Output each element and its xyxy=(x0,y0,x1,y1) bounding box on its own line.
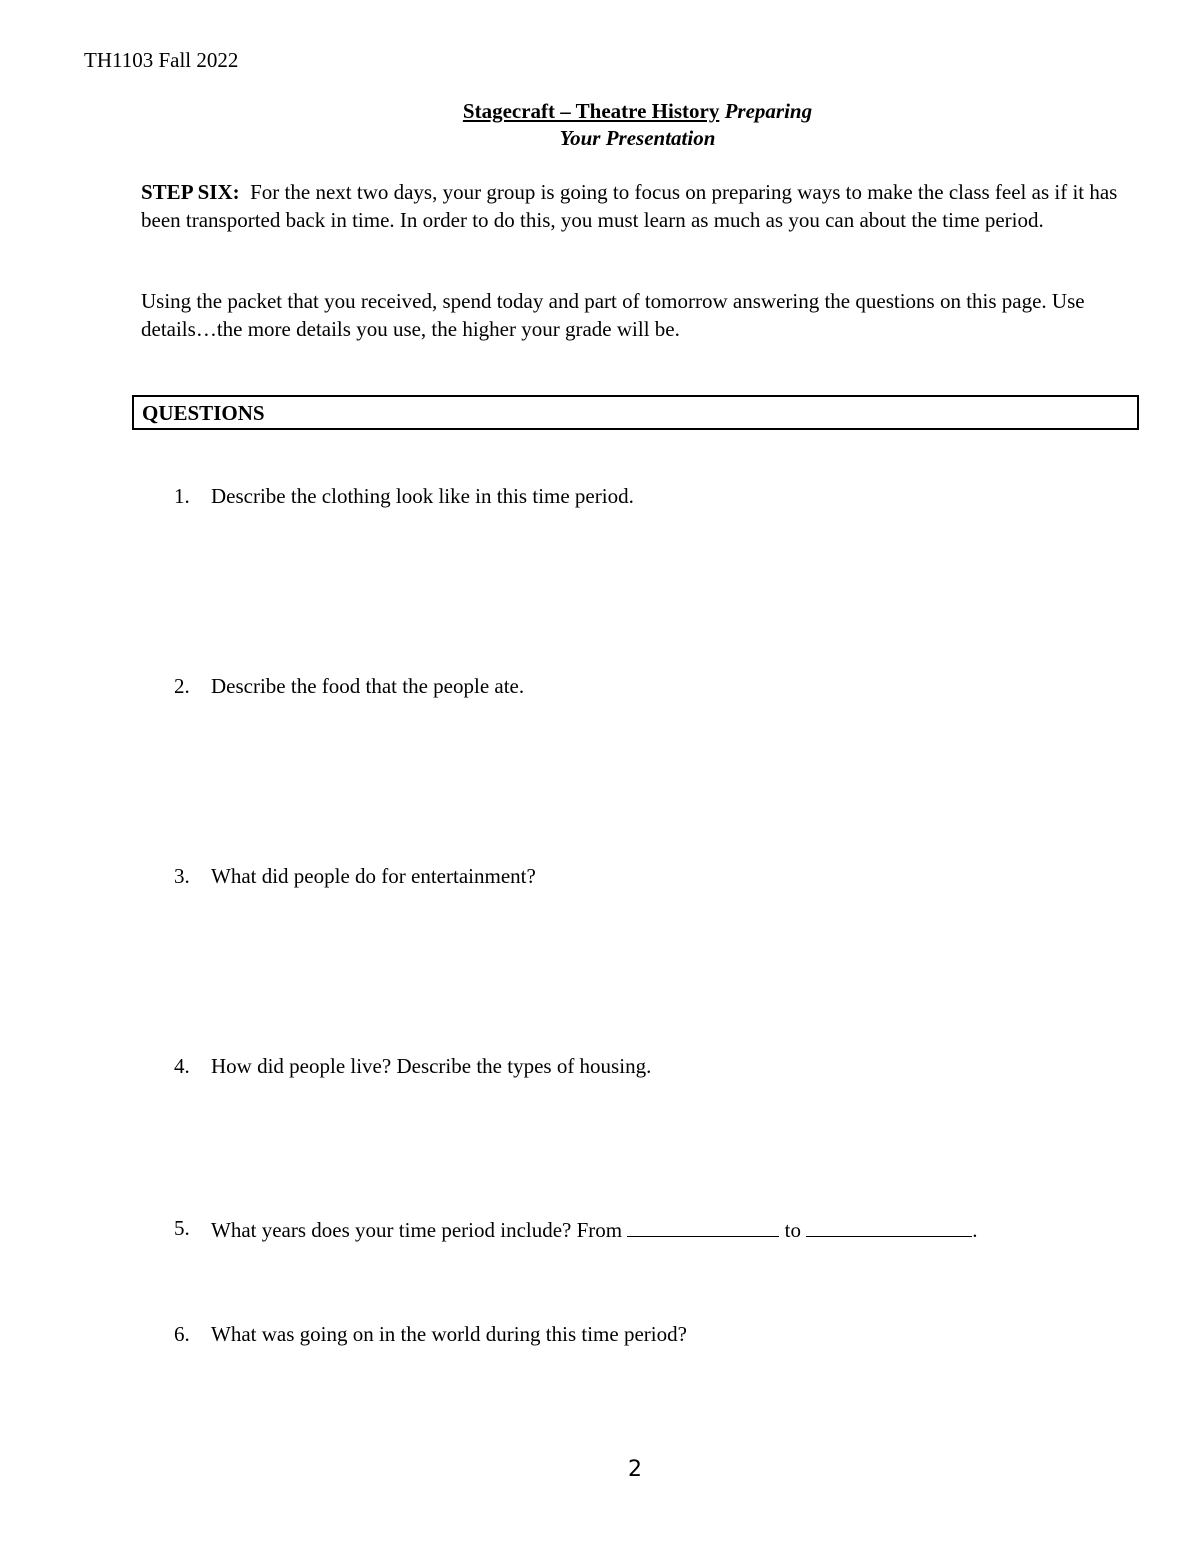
instructions-paragraph: Using the packet that you received, spend today and part of tomorrow answering the questions on this page. Use details…the more details you use, the higher your grade will be. xyxy=(141,289,1085,341)
question-text: Describe the clothing look like in this time period. xyxy=(211,484,634,508)
step-six-paragraph xyxy=(141,179,1131,234)
questions-header-box xyxy=(132,395,1139,430)
question-end-text: . xyxy=(972,1218,978,1242)
question-number: 6. xyxy=(174,1322,190,1346)
questions-header: QUESTIONS xyxy=(142,401,265,425)
step-text: For the next two days, your group is going to focus on preparing ways to make the class feel as if it has been transported back in time. In order to do this, you must learn as much as you can about the time period. xyxy=(141,180,1118,232)
question-number: 5. xyxy=(174,1216,190,1240)
title-italic-line2: Your Presentation xyxy=(559,126,716,150)
title-underlined: Stagecraft – Theatre History xyxy=(462,99,720,123)
question-text-with-blanks xyxy=(211,1216,977,1243)
question-mid-text: to xyxy=(784,1218,801,1242)
question-number: 2. xyxy=(174,674,190,698)
step-label: STEP SIX: xyxy=(141,180,240,204)
question-text: Describe the food that the people ate. xyxy=(211,674,525,698)
document-title xyxy=(0,99,1200,124)
from-year-blank[interactable] xyxy=(627,1216,779,1237)
question-number: 1. xyxy=(174,484,190,508)
question-text: What was going on in the world during this time period? xyxy=(211,1322,687,1346)
title-italic-line1: Preparing xyxy=(724,99,813,123)
question-number: 4. xyxy=(174,1054,190,1078)
course-header: TH1103 Fall 2022 xyxy=(84,48,239,72)
question-text: How did people live? Describe the types of housing. xyxy=(211,1054,652,1078)
page-number: 2 xyxy=(628,1457,642,1482)
question-text: What years does your time period include? From xyxy=(211,1218,623,1242)
question-number: 3. xyxy=(174,864,190,888)
to-year-blank[interactable] xyxy=(806,1216,972,1237)
question-text: What did people do for entertainment? xyxy=(211,864,536,888)
document-subtitle xyxy=(0,126,1200,151)
